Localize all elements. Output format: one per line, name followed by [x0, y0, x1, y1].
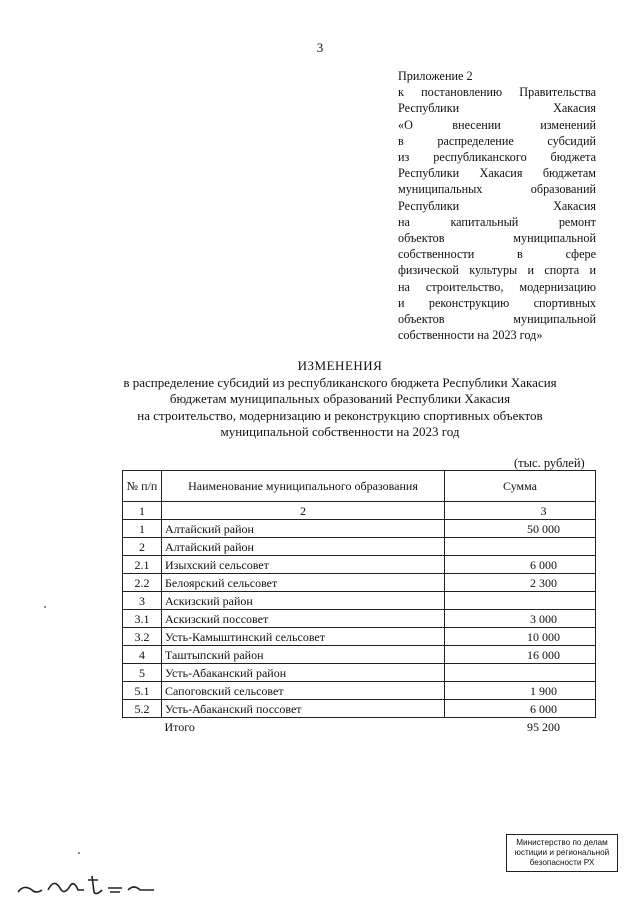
appendix-line: собственности на 2023 год»	[398, 328, 543, 343]
row-sum: 2 300	[445, 574, 596, 592]
title-line: в распределение субсидий из республиканского бюджета Республики Хакасия	[123, 374, 557, 390]
appendix-line: объектов муниципальной	[398, 312, 596, 327]
table-row	[123, 574, 596, 592]
row-number: 2.1	[123, 556, 162, 574]
appendix-line: собственности в сфере	[398, 247, 596, 262]
signature-scribble	[14, 872, 164, 900]
appendix-line: на строительство, модернизацию	[398, 279, 596, 294]
appendix-line: в распределение субсидий	[398, 133, 596, 148]
index-cell: 3	[445, 502, 596, 520]
row-name: Таштыпский район	[162, 646, 445, 664]
appendix-note	[398, 68, 596, 343]
appendix-line: Республики Хакасия	[398, 198, 596, 213]
row-name: Алтайский район	[162, 538, 445, 556]
stamp-line: безопасности РХ	[529, 858, 595, 867]
header-name: Наименование муниципального образования	[162, 471, 445, 502]
row-name: Аскизский поссовет	[162, 610, 445, 628]
appendix-line: «О внесении изменений	[398, 117, 596, 132]
appendix-line: Приложение 2	[398, 69, 473, 83]
index-cell: 1	[123, 502, 162, 520]
row-number: 4	[123, 646, 162, 664]
scan-speck	[78, 852, 80, 854]
total-sum: 95 200	[445, 718, 596, 736]
scan-speck	[44, 606, 46, 608]
row-sum: 1 900	[445, 682, 596, 700]
appendix-line: к постановлению Правительства	[398, 85, 596, 100]
row-sum: 3 000	[445, 610, 596, 628]
header-sum: Сумма	[445, 471, 596, 502]
row-number: 2	[123, 538, 162, 556]
table-row	[123, 556, 596, 574]
row-number: 5	[123, 664, 162, 682]
table-row	[123, 610, 596, 628]
appendix-line: и реконструкцию спортивных	[398, 295, 596, 310]
row-name: Изыхский сельсовет	[162, 556, 445, 574]
total-number	[123, 718, 162, 736]
unit-label: (тыс. рублей)	[514, 456, 585, 470]
row-number: 1	[123, 520, 162, 538]
row-name: Усть-Абаканский поссовет	[162, 700, 445, 718]
total-label: Итого	[162, 718, 445, 736]
document-title	[60, 358, 620, 441]
row-sum: 6 000	[445, 700, 596, 718]
table-row	[123, 592, 596, 610]
table-row	[123, 700, 596, 718]
table-index-row	[123, 502, 596, 520]
title-line: муниципальной собственности на 2023 год	[220, 424, 460, 439]
title-heading: ИЗМЕНЕНИЯ	[297, 358, 383, 373]
subsidy-table	[122, 470, 596, 735]
row-sum	[445, 538, 596, 556]
index-cell: 2	[162, 502, 445, 520]
row-sum	[445, 592, 596, 610]
appendix-line: на капитальный ремонт	[398, 214, 596, 229]
table-row	[123, 520, 596, 538]
row-number: 3.1	[123, 610, 162, 628]
stamp-line: Министерство по делам	[516, 838, 608, 847]
table-header-row	[123, 471, 596, 502]
row-sum: 10 000	[445, 628, 596, 646]
appendix-line: объектов муниципальной	[398, 231, 596, 246]
table-row	[123, 646, 596, 664]
row-name: Усть-Камыштинский сельсовет	[162, 628, 445, 646]
row-sum: 16 000	[445, 646, 596, 664]
row-number: 3.2	[123, 628, 162, 646]
header-number: № п/п	[123, 471, 162, 502]
row-name: Усть-Абаканский район	[162, 664, 445, 682]
row-name: Белоярский сельсовет	[162, 574, 445, 592]
appendix-line: Республики Хакасия бюджетам	[398, 166, 596, 181]
row-sum	[445, 664, 596, 682]
row-number: 5.2	[123, 700, 162, 718]
row-name: Алтайский район	[162, 520, 445, 538]
title-line: на строительство, модернизацию и реконструкцию спортивных объектов	[137, 407, 543, 423]
row-sum: 6 000	[445, 556, 596, 574]
total-row	[123, 718, 596, 736]
registration-stamp	[506, 834, 618, 872]
row-number: 2.2	[123, 574, 162, 592]
appendix-line: физической культуры и спорта и	[398, 263, 596, 278]
row-name: Сапоговский сельсовет	[162, 682, 445, 700]
title-line: бюджетам муниципальных образований Республики Хакасия	[169, 391, 511, 406]
appendix-line: из республиканского бюджета	[398, 150, 596, 165]
row-number: 5.1	[123, 682, 162, 700]
table-row	[123, 682, 596, 700]
table-row	[123, 664, 596, 682]
table-row	[123, 628, 596, 646]
stamp-line: юстиции и региональной	[514, 848, 610, 857]
row-name: Аскизский район	[162, 592, 445, 610]
table-row	[123, 538, 596, 556]
appendix-line: Республики Хакасия	[398, 101, 596, 116]
appendix-line: муниципальных образований	[398, 182, 596, 197]
row-number: 3	[123, 592, 162, 610]
row-sum: 50 000	[445, 520, 596, 538]
page-number: 3	[316, 40, 324, 55]
